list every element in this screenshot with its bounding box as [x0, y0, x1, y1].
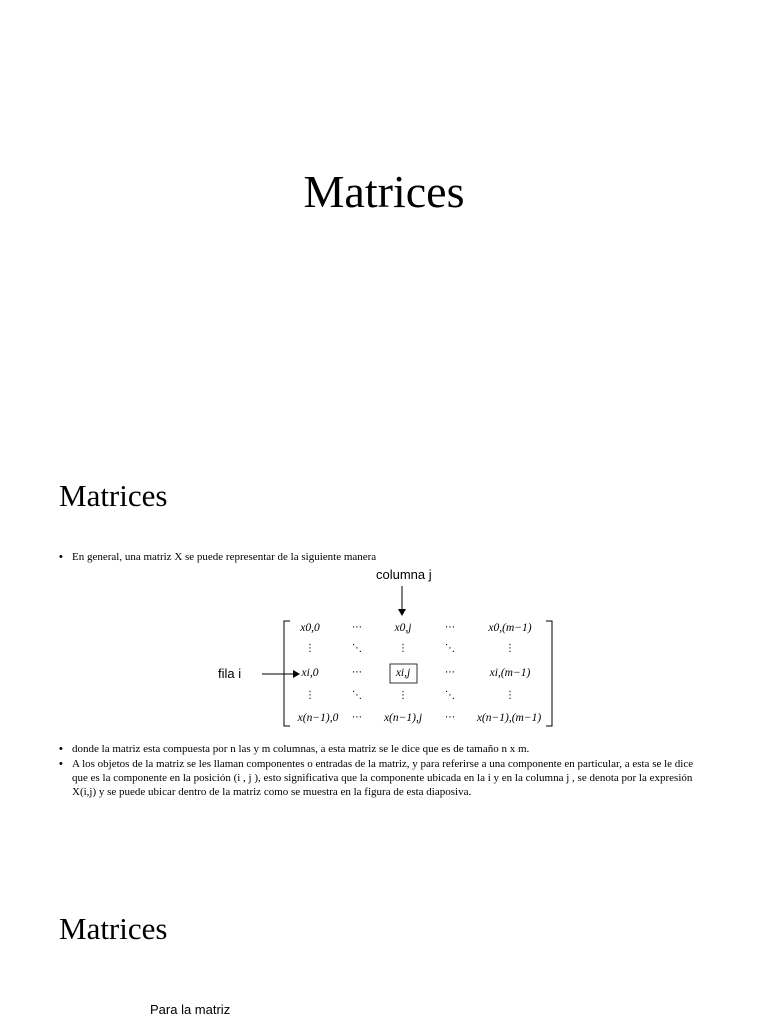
- vdots-icon: ⋮: [505, 643, 515, 654]
- cell-r0c2: x0,j: [394, 622, 412, 634]
- cell-r4c4: x(n−1),(m−1): [476, 712, 542, 724]
- cell-r0c4: x0,(m−1): [488, 622, 532, 634]
- ddots-icon: ⋱: [352, 690, 362, 701]
- bullet-text: A los objetos de la matriz se les llaman componentes o entradas de la matriz, y para referirse a una componente en particular, a esta se le dice que es la componente en la posición (i , j ), esto significativa que la componente ubicada en la i y en la columna j , se denota por la expresión X(i,j) y se puede ubicar dentro de la matriz como se muestra en la figura de esta diaposiva.: [72, 758, 694, 798]
- vdots-icon: ⋮: [305, 643, 315, 654]
- cell-r2c2: xi,j: [395, 667, 411, 679]
- bullet-dot-icon: •: [59, 743, 63, 755]
- slide2-title: Matrices: [59, 478, 168, 513]
- bullet-dot-icon: •: [59, 551, 63, 563]
- cell-r2c4: xi,(m−1): [489, 667, 531, 679]
- ddots-icon: ⋱: [445, 690, 455, 701]
- cell-r0c0: x0,0: [300, 622, 320, 634]
- hdots-icon: ⋯: [445, 622, 455, 633]
- bullet-item: [59, 757, 709, 799]
- hdots-icon: ⋯: [352, 667, 362, 678]
- slide2-bullet-list-2: [59, 742, 709, 799]
- ddots-icon: ⋱: [352, 643, 362, 654]
- hdots-icon: ⋯: [445, 712, 455, 723]
- slide2-bullet-list: [59, 550, 709, 564]
- slide3-intro: Para la matriz: [150, 1002, 231, 1017]
- vdots-icon: ⋮: [305, 690, 315, 701]
- cell-r4c2: x(n−1),j: [383, 712, 423, 724]
- bullet-dot-icon: •: [59, 758, 63, 770]
- ddots-icon: ⋱: [445, 643, 455, 654]
- column-arrow-icon: [398, 609, 406, 616]
- hdots-icon: ⋯: [352, 712, 362, 723]
- slide3-title: Matrices: [59, 911, 168, 946]
- hdots-icon: ⋯: [352, 622, 362, 633]
- cell-r4c0: x(n−1),0: [297, 712, 339, 724]
- column-label: columna j: [376, 567, 432, 582]
- hdots-icon: ⋯: [445, 667, 455, 678]
- slide1-title: Matrices: [303, 166, 465, 217]
- row-arrow-icon: [293, 670, 300, 678]
- bullet-text: En general, una matriz X se puede representar de la siguiente manera: [72, 551, 377, 563]
- bullet-text: donde la matriz esta compuesta por n las y m columnas, a esta matriz se le dice que es de tamaño n x m.: [72, 743, 530, 755]
- bullet-item: [59, 742, 709, 756]
- cell-r2c0: xi,0: [301, 667, 319, 679]
- bullet-item: [59, 550, 709, 564]
- row-label: fila i: [218, 666, 242, 681]
- vdots-icon: ⋮: [398, 690, 408, 701]
- vdots-icon: ⋮: [505, 690, 515, 701]
- vdots-icon: ⋮: [398, 643, 408, 654]
